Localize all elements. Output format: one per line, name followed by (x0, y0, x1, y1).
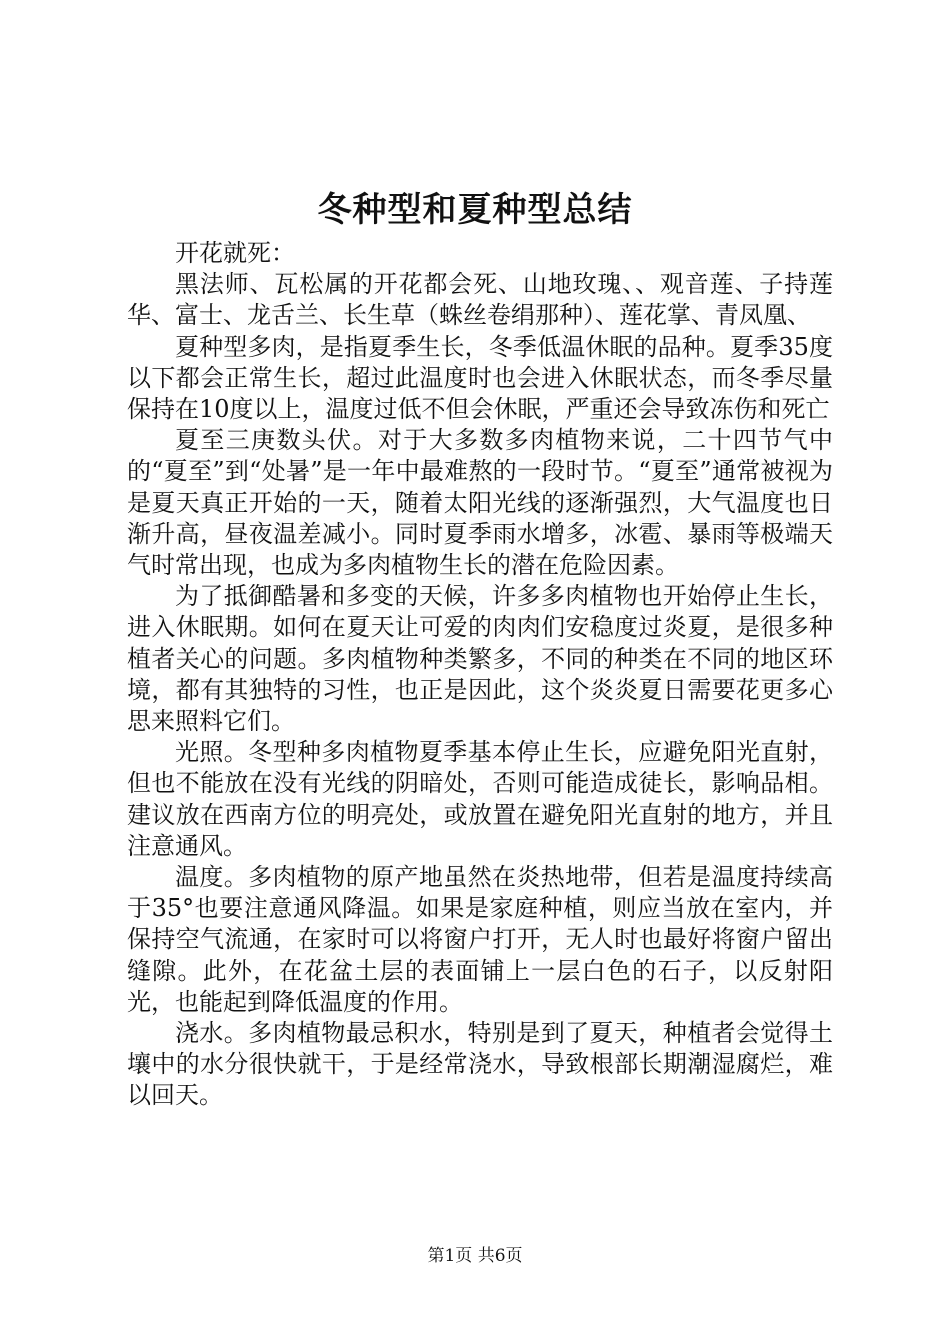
paragraph-bloom-death-list: 黑法师、瓦松属的开花都会死、山地玫瑰、、观音莲、子持莲华、富士、龙舌兰、长生草（蛛丝卷绢那种）、莲花掌、青凤凰、 (127, 270, 833, 330)
paragraph-summer-solstice: 夏至三庚数头伏。对于大多数多肉植物来说，二十四节气中的“夏至”到“处暑”是一年中最难熬的一段时节。“夏至”通常被视为是夏天真正开始的一天，随着太阳光线的逐渐强烈，大气温度也日渐升高，昼夜温差减小。同时夏季雨水增多，冰雹、暴雨等极端天气时常出现，也成为多肉植物生长的潜在危险因素。 (127, 426, 833, 580)
paragraph-temperature: 温度。多肉植物的原产地虽然在炎热地带，但若是温度持续高于35°也要注意通风降温。如果是家庭种植，则应当放在室内，并保持空气流通，在家时可以将窗户打开，无人时也最好将窗户留出缝隙。此外，在花盆土层的表面铺上一层白色的石子，以反射阳光，也能起到降低温度的作用。 (127, 863, 833, 1016)
paragraph-dormancy: 为了抵御酷暑和多变的天候，许多多肉植物也开始停止生长，进入休眠期。如何在夏天让可爱的肉肉们安稳度过炎夏，是很多种植者关心的问题。多肉植物种类繁多，不同的种类在不同的地区环境，都有其独特的习性，也正是因此，这个炎炎夏日需要花更多心思来照料它们。 (127, 582, 833, 736)
document-title: 冬种型和夏种型总结 (317, 190, 633, 230)
paragraph-bloom-death-heading: 开花就死： (175, 239, 295, 267)
paragraph-watering: 浇水。多肉植物最忌积水，特别是到了夏天，种植者会觉得土壤中的水分很快就干，于是经常浇水，导致根部长期潮湿腐烂，难以回天。 (127, 1019, 833, 1110)
document-body (127, 238, 833, 1112)
paragraph-summer-type: 夏种型多肉，是指夏季生长，冬季低温休眠的品种。夏季35度以下都会正常生长，超过此温度时也会进入休眠状态，而冬季尽量保持在10度以上，温度过低不但会休眠，严重还会导致冻伤和死亡 (127, 332, 833, 424)
paragraph-lighting: 光照。冬型种多肉植物夏季基本停止生长，应避免阳光直射，但也不能放在没有光线的阴暗处，否则可能造成徒长，影响品相。建议放在西南方位的明亮处，或放置在避免阳光直射的地方，并且注意通风。 (127, 738, 833, 860)
page-number-footer: 第1页 共6页 (427, 1246, 523, 1266)
